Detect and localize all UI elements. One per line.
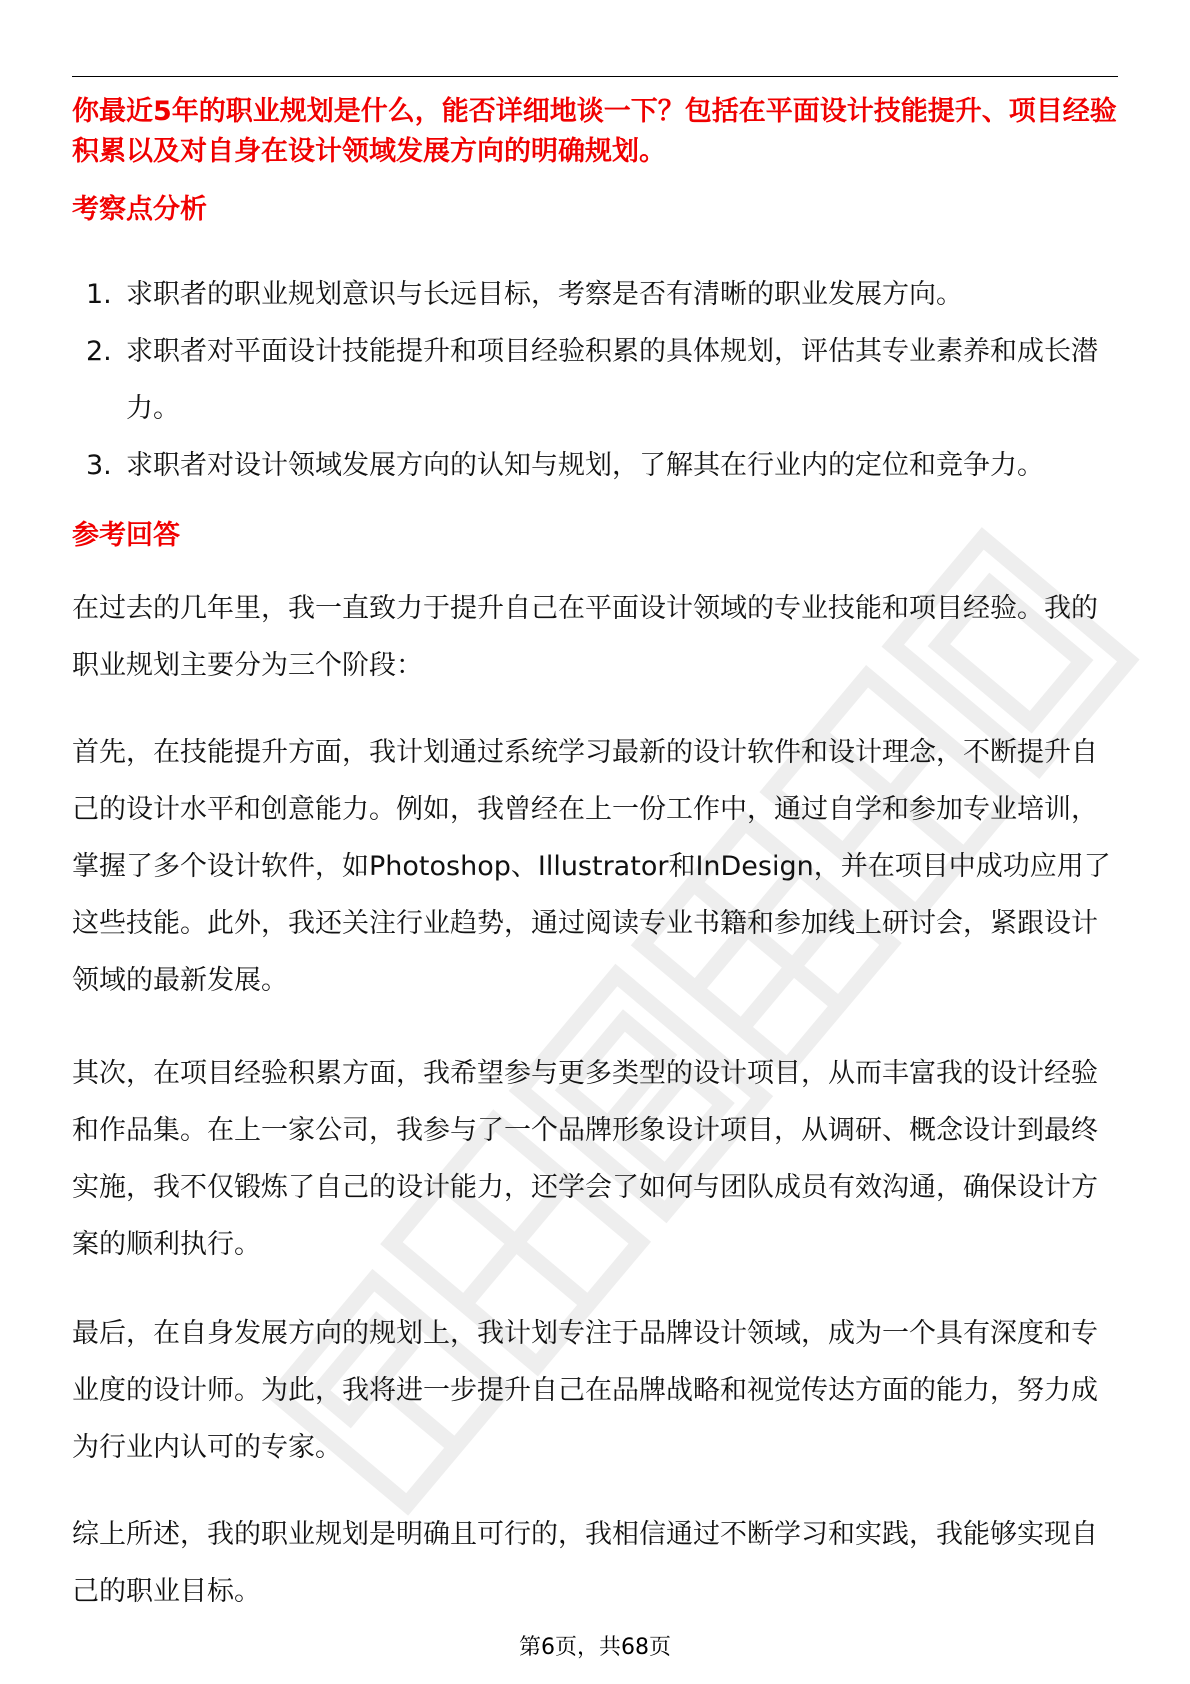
page-number-footer: 第6页，共68页 <box>519 1635 671 1660</box>
analysis-points-list <box>72 266 1118 494</box>
answer-paragraph-projects: 其次，在项目经验积累方面，我希望参与更多类型的设计项目，从而丰富我的设计经验和作品集。在上一家公司，我参与了一个品牌形象设计项目，从调研、概念设计到最终实施，我不仅锻炼了自己的设计能力，还学会了如何与团队成员有效沟通，确保设计方案的顺利执行。 <box>72 1058 1098 1260</box>
list-item-text: 求职者对设计领域发展方向的认知与规划，了解其在行业内的定位和竞争力。 <box>126 450 1044 481</box>
analysis-heading: 考察点分析 <box>72 194 207 225</box>
list-item-text: 求职者对平面设计技能提升和项目经验积累的具体规划，评估其专业素养和成长潜力。 <box>126 336 1098 424</box>
list-item <box>72 437 1118 494</box>
list-item <box>72 266 1118 323</box>
top-divider <box>72 76 1118 77</box>
question-heading: 你最近5年的职业规划是什么，能否详细地谈一下？包括在平面设计技能提升、项目经验积累以及对自身在设计领域发展方向的明确规划。 <box>72 96 1117 167</box>
list-item-number: 3. <box>86 450 112 481</box>
list-item <box>72 323 1118 437</box>
answer-paragraph-intro: 在过去的几年里，我一直致力于提升自己在平面设计领域的专业技能和项目经验。我的职业规划主要分为三个阶段： <box>72 593 1098 681</box>
list-item-number: 1. <box>86 279 112 310</box>
answer-paragraph-summary: 综上所述，我的职业规划是明确且可行的，我相信通过不断学习和实践，我能够实现自己的职业目标。 <box>72 1519 1098 1607</box>
answer-paragraph-skills: 首先，在技能提升方面，我计划通过系统学习最新的设计软件和设计理念，不断提升自己的设计水平和创意能力。例如，我曾经在上一份工作中，通过自学和参加专业培训，掌握了多个设计软件，如Photoshop、Illustrator和InDesign，并在项目中成功应用了这些技能。此外，我还关注行业趋势，通过阅读专业书籍和参加线上研讨会，紧跟设计领域的最新发展。 <box>72 737 1111 996</box>
answer-heading: 参考回答 <box>72 520 180 551</box>
answer-paragraph-direction: 最后，在自身发展方向的规划上，我计划专注于品牌设计领域，成为一个具有深度和专业度的设计师。为此，我将进一步提升自己在品牌战略和视觉传达方面的能力，努力成为行业内认可的专家。 <box>72 1318 1098 1463</box>
list-item-text: 求职者的职业规划意识与长远目标，考察是否有清晰的职业发展方向。 <box>126 279 963 310</box>
list-item-number: 2. <box>86 336 112 367</box>
